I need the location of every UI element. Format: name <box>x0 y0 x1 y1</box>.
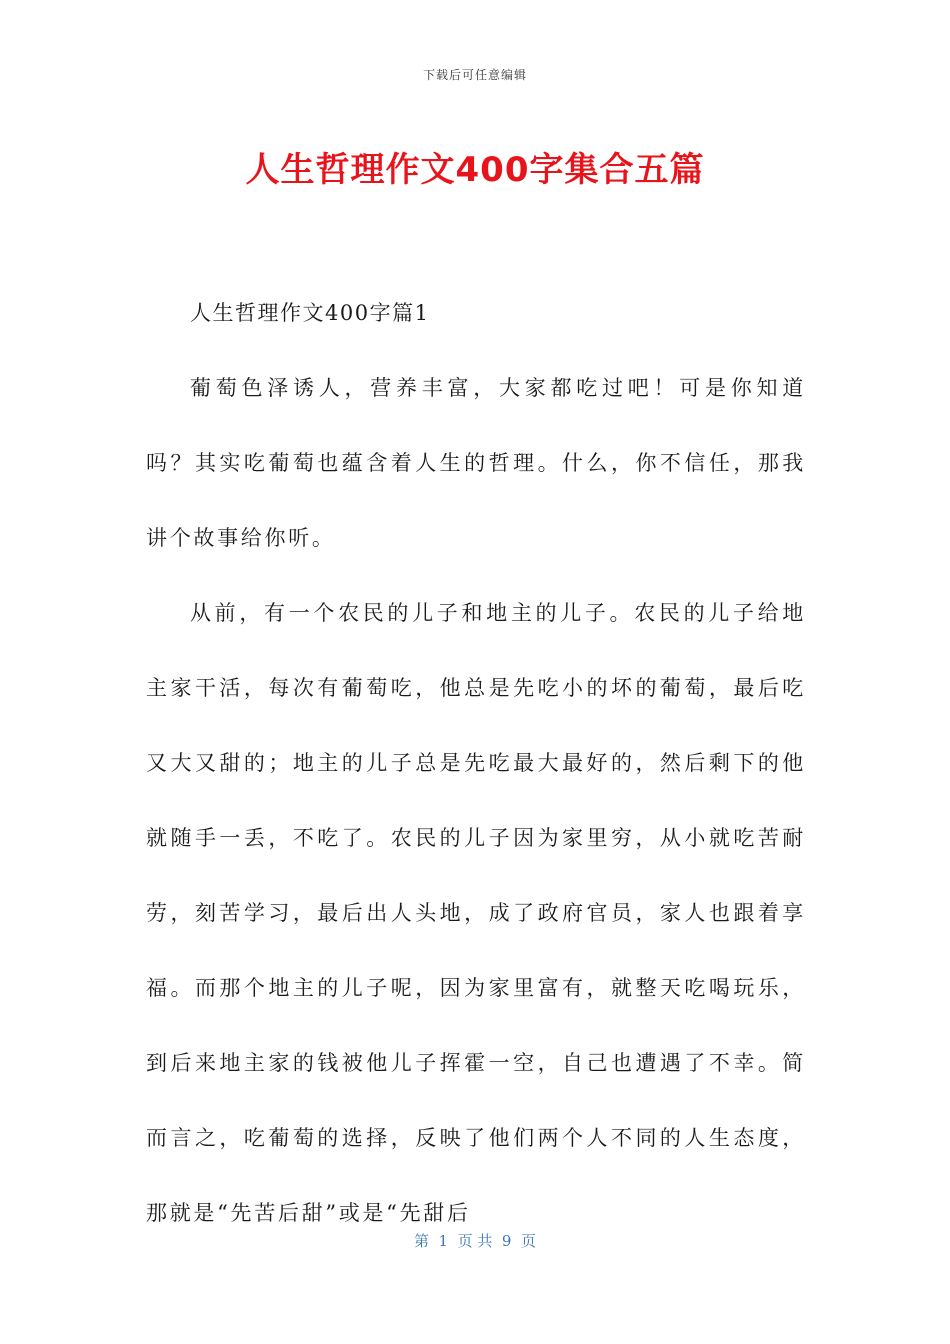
page-number-footer: 第 1 页 共 9 页 <box>414 1232 536 1250</box>
paragraph-intro: 葡萄色泽诱人，营养丰富，大家都吃过吧！可是你知道吗？其实吃葡萄也蕴含着人生的哲理。什么，你不信任，那我讲个故事给你听。 <box>146 376 806 550</box>
document-body <box>146 276 806 1251</box>
section-heading: 人生哲理作文400字篇1 <box>190 301 430 325</box>
paragraph-story: 从前，有一个农民的儿子和地主的儿子。农民的儿子给地主家干活，每次有葡萄吃，他总是先吃小的坏的葡萄，最后吃又大又甜的；地主的儿子总是先吃最大最好的，然后剩下的他就随手一丢，不吃了。农民的儿子因为家里穷，从小就吃苦耐劳，刻苦学习，最后出人头地，成了政府官员，家人也跟着享福。而那个地主的儿子呢，因为家里富有，就整天吃喝玩乐，到后来地主家的钱被他儿子挥霍一空，自己也遭遇了不幸。简而言之，吃葡萄的选择，反映了他们两个人不同的人生态度，那就是“先苦后甜”或是“先甜后 <box>146 601 806 1225</box>
document-title: 人生哲理作文400字集合五篇 <box>245 150 705 190</box>
header-note: 下载后可任意编辑 <box>422 68 527 82</box>
